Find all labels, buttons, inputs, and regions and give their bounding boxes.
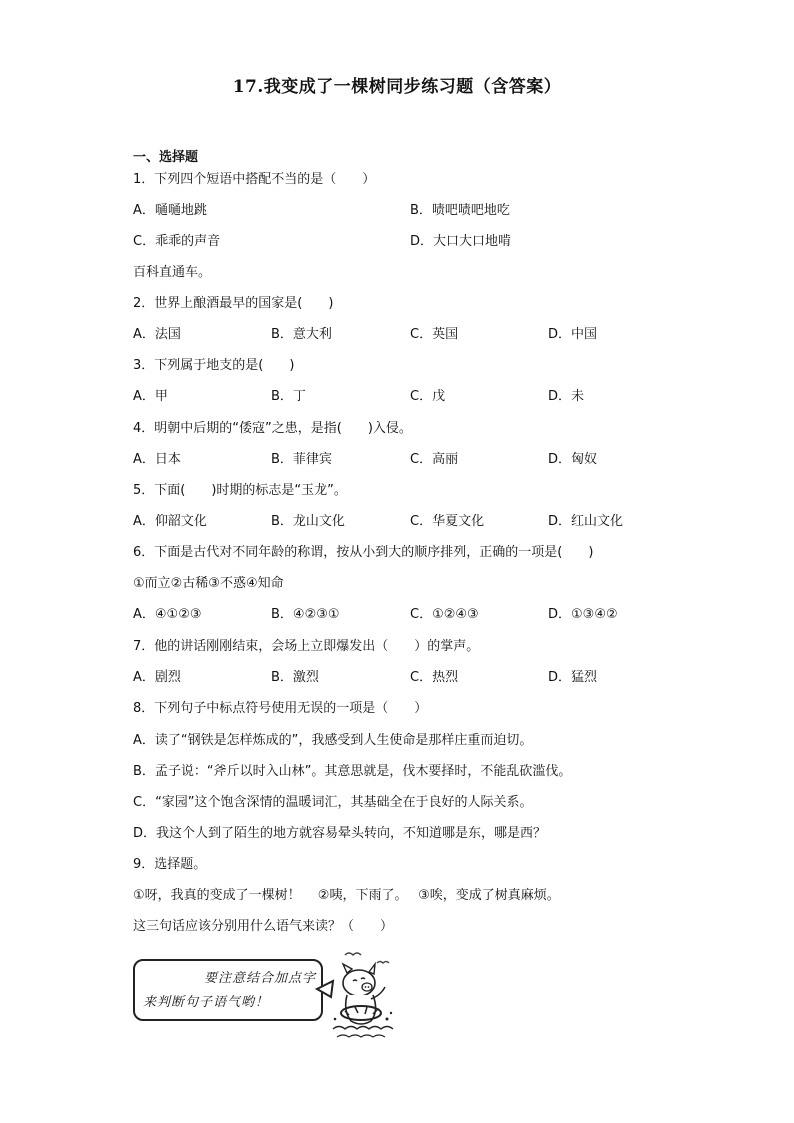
q3-option-d: D．未 [548, 389, 585, 404]
question-9-stem: 9．选择题。 [133, 857, 207, 872]
page-title: 17.我变成了一棵树同步练习题（含答案） [232, 77, 562, 97]
q7-option-c: C．热烈 [410, 670, 459, 685]
question-6-stem: 6．下面是古代对不同年龄的称谓，按从小到大的顺序排列，正确的一项是( ) [133, 545, 594, 560]
bird-icon-2 [377, 962, 389, 964]
question-4-stem: 4．明朝中后期的“倭寇”之患，是指( )入侵。 [133, 421, 412, 436]
pig-cartoon-icon [315, 945, 405, 1045]
q3-option-a: A．甲 [133, 389, 168, 404]
q1-option-b: B．啧吧啧吧地吃 [410, 203, 510, 218]
q4-option-d: D．匈奴 [548, 452, 598, 467]
question-9-ask: 这三句话应该分别用什么语气来读？（ ） [133, 919, 394, 934]
question-6-sub: ①而立②古稀③不惑④知命 [133, 576, 284, 591]
hint-line-2: 来判断句子语气哟！ [143, 995, 270, 1010]
q6-option-b: B．④②③① [271, 607, 340, 622]
hint-illustration [133, 945, 413, 1045]
q6-option-d: D．①③④② [548, 607, 618, 622]
q7-option-b: B．激烈 [271, 670, 319, 685]
q8-option-c: C．“家园”这个饱含深情的温暖词汇，其基础全在于良好的人际关系。 [133, 795, 533, 810]
q5-option-c: C．华夏文化 [410, 514, 485, 529]
speech-bubble [133, 959, 323, 1021]
q3-option-c: C．戊 [410, 389, 446, 404]
question-9-sentences: ①呀，我真的变成了一棵树！ ②咦，下雨了。 ③唉，变成了树真麻烦。 [133, 888, 560, 903]
hint-text [143, 967, 318, 1015]
q8-option-d: D．我这个人到了陌生的地方就容易晕头转向，不知道哪是东，哪是西？ [133, 826, 547, 841]
q8-option-b: B．孟子说：“斧斤以时入山林”。其意思就是，伐木要择时，不能乱砍滥伐。 [133, 764, 572, 779]
question-8-stem: 8．下列句子中标点符号使用无误的一项是（ ） [133, 701, 428, 716]
q2-option-c: C．英国 [410, 327, 459, 342]
q4-option-c: C．高丽 [410, 452, 459, 467]
question-2-stem: 2．世界上酿酒最早的国家是( ) [133, 296, 334, 311]
bird-icon [345, 953, 361, 955]
pig-head [343, 970, 375, 996]
q5-option-a: A．仰韶文化 [133, 514, 207, 529]
q2-option-b: B．意大利 [271, 327, 332, 342]
q4-option-b: B．菲律宾 [271, 452, 332, 467]
q1-option-d: D．大口大口地啃 [410, 234, 512, 249]
q4-option-a: A．日本 [133, 452, 181, 467]
q7-option-d: D．猛烈 [548, 670, 598, 685]
q1-option-c: C．乖乖的声音 [133, 234, 221, 249]
q5-option-b: B．龙山文化 [271, 514, 345, 529]
q7-option-a: A．剧烈 [133, 670, 181, 685]
bubble-tail [317, 981, 333, 997]
pig-ear-right [369, 964, 375, 974]
question-3-stem: 3．下列属于地支的是( ) [133, 358, 295, 373]
question-1-stem: 1．下列四个短语中搭配不当的是（ ） [133, 172, 376, 187]
question-7-stem: 7．他的讲话刚刚结束，会场上立即爆发出（ ）的掌声。 [133, 639, 480, 654]
pig-snout [362, 983, 372, 991]
section-banner: 百科直通车。 [133, 265, 212, 280]
q5-option-d: D．红山文化 [548, 514, 624, 529]
q8-option-a: A．读了“钢铁是怎样炼成的”，我感受到人生使命是那样庄重而迫切。 [133, 733, 533, 748]
hint-line-1: 要注意结合加点字 [203, 971, 316, 986]
water-waves [333, 1027, 393, 1030]
q2-option-d: D．中国 [548, 327, 598, 342]
q2-option-a: A．法国 [133, 327, 181, 342]
q1-option-a: A．嗵嗵地跳 [133, 203, 207, 218]
q3-option-b: B．丁 [271, 389, 306, 404]
q6-option-a: A．④①②③ [133, 607, 202, 622]
question-5-stem: 5．下面( )时期的标志是“玉龙”。 [133, 483, 347, 498]
section-heading: 一、选择题 [133, 150, 199, 165]
q6-option-c: C．①②④③ [410, 607, 479, 622]
